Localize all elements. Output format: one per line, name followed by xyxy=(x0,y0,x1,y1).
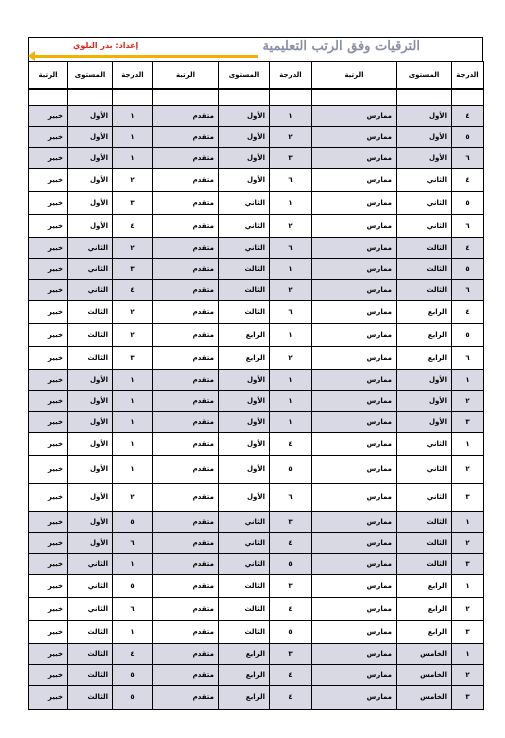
table-cell: ممارس xyxy=(312,346,397,369)
table-cell: ممارس xyxy=(312,147,397,168)
table-cell: متقدم xyxy=(153,168,219,191)
table-cell: خبير xyxy=(29,511,68,532)
table-cell xyxy=(312,89,397,105)
table-cell: ٤ xyxy=(452,168,484,191)
table-cell: ٤ xyxy=(113,643,153,664)
table-row xyxy=(29,279,484,300)
table-cell: ممارس xyxy=(312,390,397,411)
table-cell: خبير xyxy=(29,597,68,620)
table-cell: الثالث xyxy=(68,643,113,664)
table-body xyxy=(29,89,484,709)
header-level-1: المستوى xyxy=(397,62,452,90)
table-cell xyxy=(153,89,219,105)
table-cell: الثالث xyxy=(68,685,113,709)
table-cell: ١ xyxy=(452,432,484,455)
table-cell: الثالث xyxy=(219,597,270,620)
table-cell: ٢ xyxy=(113,300,153,323)
table-cell: خبير xyxy=(29,258,68,279)
table-cell: الرابع xyxy=(219,664,270,685)
table-cell: الثاني xyxy=(219,532,270,553)
table-cell: ٢ xyxy=(113,323,153,346)
table-cell: ٣ xyxy=(452,620,484,643)
table-cell: ٥ xyxy=(452,191,484,214)
header-grade-1: الدرجة xyxy=(452,62,484,90)
table-cell: الثالث xyxy=(397,511,452,532)
table-cell: ممارس xyxy=(312,685,397,709)
table-cell: خبير xyxy=(29,346,68,369)
table-cell: ٥ xyxy=(270,620,312,643)
table-cell: الأول xyxy=(68,483,113,511)
table-cell: الأول xyxy=(68,147,113,168)
table-cell: ٢ xyxy=(452,532,484,553)
table-cell: ١ xyxy=(270,323,312,346)
table-cell: خبير xyxy=(29,191,68,214)
table-cell: ٢ xyxy=(270,126,312,147)
table-cell: ٣ xyxy=(270,147,312,168)
table-cell: ممارس xyxy=(312,620,397,643)
table-cell: الثاني xyxy=(397,455,452,483)
table-cell: الثالث xyxy=(219,279,270,300)
table-cell: ١ xyxy=(452,643,484,664)
table-row xyxy=(29,237,484,258)
table-row xyxy=(29,126,484,147)
table-cell: الأول xyxy=(219,147,270,168)
table-cell: ٣ xyxy=(270,574,312,597)
table-cell: خبير xyxy=(29,105,68,126)
table-row xyxy=(29,511,484,532)
table-cell: ١ xyxy=(270,411,312,432)
table-cell: ممارس xyxy=(312,511,397,532)
table-cell: الرابع xyxy=(219,323,270,346)
table-cell: ممارس xyxy=(312,553,397,574)
table-cell: متقدم xyxy=(153,105,219,126)
table-cell: ممارس xyxy=(312,323,397,346)
title-bar xyxy=(28,37,483,61)
table-cell: الأول xyxy=(68,411,113,432)
table-cell: ٤ xyxy=(270,664,312,685)
table-cell: متقدم xyxy=(153,597,219,620)
table-cell: ٦ xyxy=(270,168,312,191)
table-cell: الثاني xyxy=(219,511,270,532)
table-cell: الرابع xyxy=(219,685,270,709)
table-cell: ٤ xyxy=(113,279,153,300)
table-cell: الثالث xyxy=(68,664,113,685)
table-cell: ٣ xyxy=(113,258,153,279)
table-cell: ممارس xyxy=(312,126,397,147)
header-level-2: المستوى xyxy=(219,62,270,90)
header-grade-3: الدرجة xyxy=(113,62,153,90)
table-cell: الرابع xyxy=(397,597,452,620)
table-row xyxy=(29,390,484,411)
table-cell: متقدم xyxy=(153,411,219,432)
table-cell: ممارس xyxy=(312,574,397,597)
table-cell: الأول xyxy=(219,105,270,126)
table-cell: الرابع xyxy=(397,620,452,643)
table-cell: ٢ xyxy=(452,455,484,483)
table-row xyxy=(29,411,484,432)
table-cell: الأول xyxy=(68,168,113,191)
table-row xyxy=(29,147,484,168)
table-row xyxy=(29,455,484,483)
table-row xyxy=(29,214,484,237)
table-cell: الثاني xyxy=(68,574,113,597)
table-cell: ٥ xyxy=(113,685,153,709)
table-cell: الثاني xyxy=(397,483,452,511)
table-cell: الثالث xyxy=(219,574,270,597)
table-cell: ٣ xyxy=(452,411,484,432)
table-cell: خبير xyxy=(29,553,68,574)
table-cell: ١ xyxy=(452,511,484,532)
table-cell: ٢ xyxy=(452,664,484,685)
table-cell: الأول xyxy=(219,455,270,483)
table-cell: خبير xyxy=(29,411,68,432)
table-cell: خبير xyxy=(29,483,68,511)
table-cell: الثالث xyxy=(397,553,452,574)
table-row xyxy=(29,258,484,279)
table-cell: خبير xyxy=(29,369,68,390)
table-cell: ممارس xyxy=(312,664,397,685)
table-cell: ممارس xyxy=(312,643,397,664)
table-cell: ممارس xyxy=(312,411,397,432)
table-cell: الثاني xyxy=(68,279,113,300)
table-cell: ٦ xyxy=(113,532,153,553)
table-cell: خبير xyxy=(29,685,68,709)
table-cell: ٥ xyxy=(270,553,312,574)
table-cell: الرابع xyxy=(219,643,270,664)
table-cell: الأول xyxy=(68,105,113,126)
table-cell: ٣ xyxy=(270,643,312,664)
table-cell: الأول xyxy=(219,432,270,455)
header-level-3: المستوى xyxy=(68,62,113,90)
table-cell: الثاني xyxy=(68,237,113,258)
table-cell: الثالث xyxy=(219,258,270,279)
table-cell: الثالث xyxy=(397,532,452,553)
table-cell: خبير xyxy=(29,664,68,685)
table-cell: ٤ xyxy=(270,432,312,455)
table-cell: ٦ xyxy=(452,214,484,237)
table-cell: خبير xyxy=(29,214,68,237)
table-cell: ١ xyxy=(113,620,153,643)
table-cell: متقدم xyxy=(153,532,219,553)
table-cell: ١ xyxy=(113,390,153,411)
table-cell xyxy=(68,89,113,105)
table-cell: الأول xyxy=(219,369,270,390)
page-title: الترقيات وفق الرتب التعليمية xyxy=(262,39,420,54)
table-cell: الرابع xyxy=(397,323,452,346)
table-cell: الثالث xyxy=(219,300,270,323)
table-cell: ٢ xyxy=(113,237,153,258)
table-cell: الأول xyxy=(219,483,270,511)
table-cell: ١ xyxy=(113,147,153,168)
table-cell: خبير xyxy=(29,455,68,483)
table-row xyxy=(29,168,484,191)
table-cell: الثالث xyxy=(397,279,452,300)
table-cell: الثالث xyxy=(68,323,113,346)
table-cell: ١ xyxy=(270,390,312,411)
table-cell: الخامس xyxy=(397,664,452,685)
table-cell: الثالث xyxy=(219,620,270,643)
table-cell: ممارس xyxy=(312,483,397,511)
table-cell: الثاني xyxy=(219,237,270,258)
table-cell: ٦ xyxy=(452,279,484,300)
arrow-left-icon xyxy=(33,55,258,58)
table-cell: الأول xyxy=(68,126,113,147)
table-cell: ٣ xyxy=(452,483,484,511)
table-cell: ٢ xyxy=(270,214,312,237)
table-cell: متقدم xyxy=(153,455,219,483)
table-cell: ممارس xyxy=(312,258,397,279)
table-cell: ٥ xyxy=(452,126,484,147)
table-cell: ممارس xyxy=(312,168,397,191)
table-cell: ممارس xyxy=(312,597,397,620)
table-cell: متقدم xyxy=(153,620,219,643)
table-cell: متقدم xyxy=(153,432,219,455)
table-cell: الأول xyxy=(397,369,452,390)
table-cell: متقدم xyxy=(153,664,219,685)
table-cell: متقدم xyxy=(153,214,219,237)
table-cell: ٤ xyxy=(452,237,484,258)
header-rank-3: الرتبة xyxy=(29,62,68,90)
table-cell: متقدم xyxy=(153,300,219,323)
table-cell: خبير xyxy=(29,279,68,300)
table-cell: ٦ xyxy=(452,346,484,369)
table-cell: الثالث xyxy=(68,346,113,369)
table-cell: خبير xyxy=(29,390,68,411)
table-cell: ٦ xyxy=(113,597,153,620)
table-cell: ٣ xyxy=(113,191,153,214)
table-cell: ٤ xyxy=(270,685,312,709)
table-cell: متقدم xyxy=(153,369,219,390)
table-cell xyxy=(270,89,312,105)
table-cell: ٢ xyxy=(113,483,153,511)
table-cell: ٤ xyxy=(452,105,484,126)
header-rank-2: الرتبة xyxy=(153,62,219,90)
table-cell: خبير xyxy=(29,168,68,191)
table-cell: ممارس xyxy=(312,279,397,300)
table-cell: ٢ xyxy=(270,346,312,369)
table-row xyxy=(29,532,484,553)
table-cell: ٣ xyxy=(113,346,153,369)
table-cell: متقدم xyxy=(153,390,219,411)
table-cell: الثالث xyxy=(397,237,452,258)
table-cell: ٦ xyxy=(270,483,312,511)
table-cell: الثاني xyxy=(68,553,113,574)
table-row xyxy=(29,643,484,664)
table-cell: الأول xyxy=(397,390,452,411)
table-cell: متقدم xyxy=(153,258,219,279)
table-cell: ٢ xyxy=(113,168,153,191)
table-cell: ١ xyxy=(270,258,312,279)
table-cell: ١ xyxy=(452,369,484,390)
table-cell: ٤ xyxy=(270,597,312,620)
table-cell: ١ xyxy=(113,126,153,147)
table-cell: الأول xyxy=(68,532,113,553)
table-cell: الأول xyxy=(68,369,113,390)
table-cell: الثاني xyxy=(68,258,113,279)
table-row xyxy=(29,574,484,597)
table-cell: ١ xyxy=(270,191,312,214)
table-cell: ممارس xyxy=(312,214,397,237)
table-cell: متقدم xyxy=(153,323,219,346)
table-cell: الثاني xyxy=(219,553,270,574)
table-cell: متقدم xyxy=(153,279,219,300)
table-row xyxy=(29,105,484,126)
table-cell: ممارس xyxy=(312,369,397,390)
table-cell: ٥ xyxy=(270,455,312,483)
table-cell xyxy=(452,89,484,105)
table-cell: ممارس xyxy=(312,455,397,483)
table-cell: خبير xyxy=(29,620,68,643)
table-row xyxy=(29,553,484,574)
table-cell: ١ xyxy=(270,369,312,390)
table-cell: الأول xyxy=(68,511,113,532)
table-cell xyxy=(113,89,153,105)
table-cell: ممارس xyxy=(312,432,397,455)
table-cell: ١ xyxy=(113,411,153,432)
table-cell: ٦ xyxy=(452,147,484,168)
table-cell: خبير xyxy=(29,323,68,346)
table-cell: الثاني xyxy=(397,168,452,191)
table-row xyxy=(29,483,484,511)
table-cell: الأول xyxy=(219,126,270,147)
table-cell: متقدم xyxy=(153,685,219,709)
table-cell: الثالث xyxy=(68,620,113,643)
table-cell: ٤ xyxy=(270,532,312,553)
table-cell: ٣ xyxy=(452,553,484,574)
table-cell: الخامس xyxy=(397,685,452,709)
author-credit: إعداد: بدر البلوي xyxy=(73,41,139,50)
table-cell: الأول xyxy=(219,168,270,191)
table-cell xyxy=(397,89,452,105)
table-cell: خبير xyxy=(29,147,68,168)
table-cell: ٤ xyxy=(113,214,153,237)
table-cell: الأول xyxy=(397,147,452,168)
table-cell: ٦ xyxy=(270,237,312,258)
promotions-sheet xyxy=(28,37,483,710)
header-grade-2: الدرجة xyxy=(270,62,312,90)
table-cell: الخامس xyxy=(397,643,452,664)
table-cell: الثاني xyxy=(397,191,452,214)
table-cell: خبير xyxy=(29,432,68,455)
table-cell: متقدم xyxy=(153,511,219,532)
table-cell: ٥ xyxy=(452,323,484,346)
table-cell: ٣ xyxy=(452,685,484,709)
table-row xyxy=(29,89,484,105)
table-cell: ٣ xyxy=(270,511,312,532)
table-row xyxy=(29,323,484,346)
table-cell: متقدم xyxy=(153,191,219,214)
table-row xyxy=(29,346,484,369)
table-cell: الأول xyxy=(397,126,452,147)
table-cell: ٥ xyxy=(113,664,153,685)
table-cell: متقدم xyxy=(153,553,219,574)
table-cell: الثاني xyxy=(397,432,452,455)
table-row xyxy=(29,300,484,323)
table-cell: الثاني xyxy=(68,597,113,620)
table-cell: ممارس xyxy=(312,532,397,553)
table-cell xyxy=(29,89,68,105)
table-cell: خبير xyxy=(29,574,68,597)
table-cell: الأول xyxy=(68,432,113,455)
table-cell: خبير xyxy=(29,532,68,553)
table-cell: الرابع xyxy=(219,346,270,369)
table-header-row xyxy=(29,62,484,90)
table-cell: الأول xyxy=(68,455,113,483)
table-row xyxy=(29,432,484,455)
table-cell: الثاني xyxy=(219,214,270,237)
table-cell: متقدم xyxy=(153,346,219,369)
table-cell: ١ xyxy=(113,369,153,390)
table-cell: ممارس xyxy=(312,237,397,258)
table-cell: ١ xyxy=(113,105,153,126)
table-cell xyxy=(219,89,270,105)
table-cell: خبير xyxy=(29,300,68,323)
table-cell: ١ xyxy=(452,574,484,597)
table-cell: ٢ xyxy=(270,279,312,300)
promotions-table xyxy=(28,61,484,710)
table-cell: الأول xyxy=(219,390,270,411)
table-row xyxy=(29,685,484,709)
table-cell: الثاني xyxy=(219,191,270,214)
table-cell: الثالث xyxy=(397,258,452,279)
table-row xyxy=(29,620,484,643)
table-cell: ٥ xyxy=(113,511,153,532)
table-cell: ٥ xyxy=(113,574,153,597)
table-row xyxy=(29,369,484,390)
table-cell: الأول xyxy=(397,105,452,126)
table-cell: الثالث xyxy=(68,300,113,323)
table-cell: ممارس xyxy=(312,191,397,214)
table-cell: الأول xyxy=(68,214,113,237)
table-cell: متقدم xyxy=(153,126,219,147)
table-cell: الرابع xyxy=(397,300,452,323)
table-cell: متقدم xyxy=(153,147,219,168)
table-cell: خبير xyxy=(29,126,68,147)
table-cell: ١ xyxy=(113,455,153,483)
table-cell: الأول xyxy=(68,191,113,214)
table-cell: ١ xyxy=(113,553,153,574)
table-cell: ٢ xyxy=(452,597,484,620)
table-cell: الأول xyxy=(68,390,113,411)
table-cell: الثاني xyxy=(397,214,452,237)
header-rank-1: الرتبة xyxy=(312,62,397,90)
table-row xyxy=(29,597,484,620)
table-cell: ١ xyxy=(270,105,312,126)
table-cell: الرابع xyxy=(397,346,452,369)
table-cell: متقدم xyxy=(153,643,219,664)
table-cell: متقدم xyxy=(153,574,219,597)
table-row xyxy=(29,664,484,685)
table-cell: ١ xyxy=(113,432,153,455)
table-cell: ٤ xyxy=(452,300,484,323)
table-cell: الأول xyxy=(219,411,270,432)
table-cell: ٥ xyxy=(452,258,484,279)
table-cell: ممارس xyxy=(312,300,397,323)
table-row xyxy=(29,191,484,214)
table-cell: متقدم xyxy=(153,237,219,258)
table-cell: ٦ xyxy=(270,300,312,323)
table-cell: خبير xyxy=(29,643,68,664)
table-cell: الرابع xyxy=(397,574,452,597)
table-cell: الأول xyxy=(397,411,452,432)
table-cell: ٢ xyxy=(452,390,484,411)
table-cell: خبير xyxy=(29,237,68,258)
table-cell: ممارس xyxy=(312,105,397,126)
table-cell: متقدم xyxy=(153,483,219,511)
